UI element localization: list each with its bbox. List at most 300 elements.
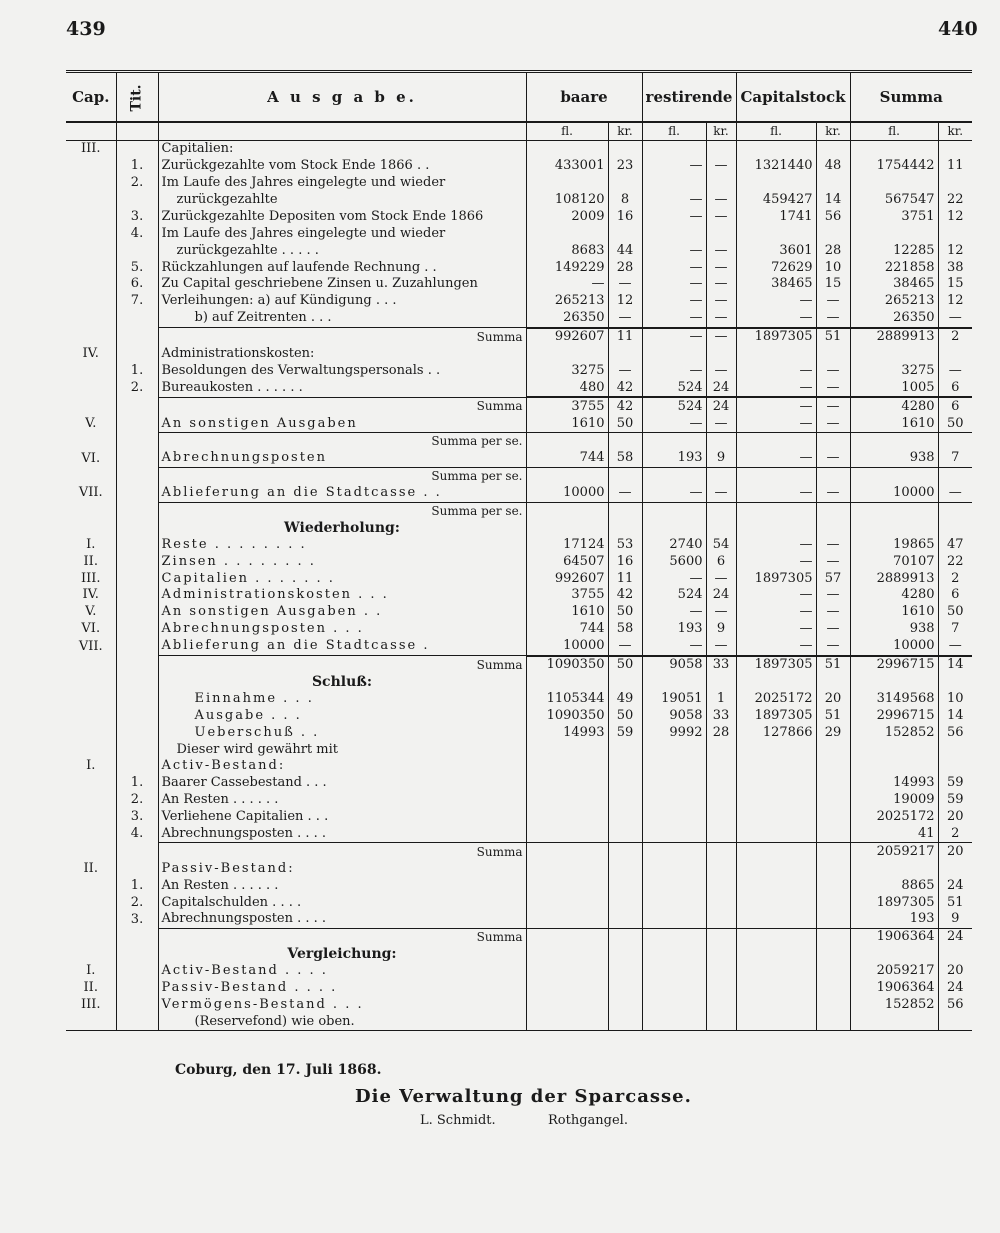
table-row [66, 741, 972, 758]
baare-kr-cell [608, 502, 642, 519]
tit-cell [116, 346, 158, 363]
capitalstock-fl-cell: 2025172 [736, 690, 816, 707]
capitalstock-fl-cell [736, 860, 816, 877]
unit-kr: kr. [608, 122, 642, 140]
description-cell: Summa per se. [158, 502, 526, 519]
description-cell: Besoldungen des Verwaltungspersonals . . [158, 362, 526, 379]
summa-fl-cell: 14993 [850, 775, 938, 792]
cap-cell: II. [83, 860, 98, 876]
tit-cell [116, 242, 158, 259]
capitalstock-fl-cell: 459427 [736, 192, 816, 209]
description-cell: b) auf Zeitrenten . . . [158, 310, 526, 328]
capitalstock-kr-cell [816, 826, 850, 843]
baare-kr-cell [608, 140, 642, 157]
header-ausgabe: A u s g a b e. [158, 72, 526, 123]
baare-kr-cell: — [608, 276, 642, 293]
restirende-fl-cell [642, 946, 706, 963]
restirende-fl-cell: — [642, 362, 706, 379]
summa-kr-cell: 14 [938, 656, 972, 674]
summa-fl-cell: 152852 [850, 724, 938, 741]
restirende-fl-cell [642, 775, 706, 792]
summa-fl-cell: 2025172 [850, 809, 938, 826]
tit-cell [116, 502, 158, 519]
summa-kr-cell: 56 [938, 724, 972, 741]
baare-kr-cell: 42 [608, 397, 642, 415]
baare-fl-cell: 480 [526, 379, 608, 397]
restirende-fl-cell: 524 [642, 587, 706, 604]
table-row [66, 397, 972, 415]
summa-fl-cell: 4280 [850, 397, 938, 415]
baare-fl-cell [526, 674, 608, 691]
cap-cell [66, 826, 116, 843]
table-row [66, 379, 972, 397]
restirende-kr-cell [706, 140, 736, 157]
restirende-kr-cell: 9 [706, 450, 736, 467]
header-tit-label: Tit. [128, 83, 145, 112]
table-row [66, 259, 972, 276]
table-row [66, 536, 972, 553]
summa-kr-cell: 7 [938, 450, 972, 467]
capitalstock-fl-cell [736, 140, 816, 157]
tit-cell [116, 1013, 158, 1030]
table-row [66, 328, 972, 346]
restirende-kr-cell: 28 [706, 724, 736, 741]
capitalstock-fl-cell [736, 467, 816, 484]
summa-kr-cell: 6 [938, 379, 972, 397]
summa-kr-cell: — [938, 485, 972, 502]
capitalstock-fl-cell: 38465 [736, 276, 816, 293]
restirende-fl-cell [642, 792, 706, 809]
summa-fl-cell: 26350 [850, 310, 938, 328]
baare-fl-cell [526, 467, 608, 484]
place-date: Coburg, den 17. Juli 1868. [175, 1062, 382, 1078]
tit-cell [116, 140, 158, 157]
table-row [66, 310, 972, 328]
restirende-kr-cell [706, 433, 736, 450]
description-cell: Rückzahlungen auf laufende Rechnung . . [158, 259, 526, 276]
capitalstock-fl-cell [736, 963, 816, 980]
summa-fl-cell: 1610 [850, 604, 938, 621]
summa-kr-cell: 56 [938, 996, 972, 1013]
capitalstock-fl-cell: 1897305 [736, 570, 816, 587]
restirende-fl-cell: — [642, 158, 706, 175]
baare-kr-cell: — [608, 310, 642, 328]
unit-kr: kr. [938, 122, 972, 140]
table-row [66, 140, 972, 157]
cap-cell: II. [83, 553, 98, 569]
description-cell: Zurückgezahlte Depositen vom Stock Ende 1866 [158, 208, 526, 225]
baare-kr-cell: 50 [608, 604, 642, 621]
restirende-kr-cell: 24 [706, 587, 736, 604]
capitalstock-fl-cell: — [736, 638, 816, 656]
table-row [66, 656, 972, 674]
capitalstock-fl-cell [736, 519, 816, 536]
summa-kr-cell: 51 [938, 894, 972, 911]
baare-kr-cell: 59 [608, 724, 642, 741]
restirende-kr-cell [706, 860, 736, 877]
restirende-kr-cell [706, 894, 736, 911]
cap-cell [66, 433, 116, 450]
restirende-fl-cell [642, 433, 706, 450]
description-cell: Summa [158, 397, 526, 415]
restirende-fl-cell: — [642, 293, 706, 310]
summa-fl-cell: 3751 [850, 208, 938, 225]
table-row [66, 707, 972, 724]
summa-kr-cell [938, 140, 972, 157]
description-cell: An sonstigen Ausgaben . . [158, 604, 526, 621]
cap-cell [66, 328, 116, 346]
description-cell: An Resten . . . . . . [158, 792, 526, 809]
description-cell: Ueberschuß . . [158, 724, 526, 741]
summa-kr-cell: 20 [938, 963, 972, 980]
restirende-kr-cell [706, 775, 736, 792]
summa-kr-cell [938, 467, 972, 484]
summa-fl-cell [850, 346, 938, 363]
tit-cell: 1. [116, 877, 158, 894]
description-cell: Bureaukosten . . . . . . [158, 379, 526, 397]
summa-kr-cell [938, 674, 972, 691]
cap-cell [66, 1013, 116, 1030]
description-cell: Reste . . . . . . . . [158, 536, 526, 553]
table-row [66, 911, 972, 928]
table-row [66, 175, 972, 192]
summa-kr-cell [938, 946, 972, 963]
capitalstock-fl-cell: — [736, 604, 816, 621]
summa-fl-cell: 10000 [850, 638, 938, 656]
baare-fl-cell: 10000 [526, 485, 608, 502]
cap-cell [66, 175, 116, 192]
baare-fl-cell: 992607 [526, 328, 608, 346]
capitalstock-kr-cell [816, 946, 850, 963]
summa-kr-cell: 12 [938, 242, 972, 259]
restirende-kr-cell [706, 175, 736, 192]
summa-fl-cell: 221858 [850, 259, 938, 276]
capitalstock-fl-cell [736, 346, 816, 363]
restirende-kr-cell [706, 758, 736, 775]
tit-cell [116, 415, 158, 432]
tit-cell: 3. [116, 911, 158, 928]
baare-kr-cell: 50 [608, 656, 642, 674]
header-cap: Cap. [66, 72, 116, 123]
table-row [66, 980, 972, 997]
restirende-kr-cell: — [706, 570, 736, 587]
baare-fl-cell: 3755 [526, 587, 608, 604]
baare-fl-cell [526, 741, 608, 758]
restirende-fl-cell: — [642, 485, 706, 502]
restirende-kr-cell [706, 963, 736, 980]
capitalstock-fl-cell [736, 826, 816, 843]
summa-fl-cell [850, 519, 938, 536]
description-cell: An Resten . . . . . . [158, 877, 526, 894]
restirende-fl-cell: — [642, 328, 706, 346]
capitalstock-kr-cell: — [816, 604, 850, 621]
baare-fl-cell [526, 775, 608, 792]
description-cell: Passiv-Bestand . . . . [158, 980, 526, 997]
cap-cell: III. [80, 996, 101, 1012]
cap-cell [66, 502, 116, 519]
unit-kr: kr. [706, 122, 736, 140]
capitalstock-fl-cell [736, 175, 816, 192]
baare-fl-cell: 1090350 [526, 707, 608, 724]
cap-cell: IV. [82, 346, 99, 362]
capitalstock-kr-cell: — [816, 621, 850, 638]
restirende-fl-cell [642, 911, 706, 928]
summa-fl-cell: 2059217 [850, 963, 938, 980]
tit-cell [116, 310, 158, 328]
summa-fl-cell: 1906364 [850, 928, 938, 945]
capitalstock-kr-cell: — [816, 415, 850, 432]
baare-kr-cell: 16 [608, 208, 642, 225]
baare-fl-cell: 64507 [526, 553, 608, 570]
restirende-fl-cell [642, 140, 706, 157]
capitalstock-fl-cell [736, 980, 816, 997]
restirende-kr-cell: 6 [706, 553, 736, 570]
restirende-kr-cell: — [706, 293, 736, 310]
tit-cell: 7. [116, 293, 158, 310]
summa-fl-cell: 3149568 [850, 690, 938, 707]
tit-cell: 1. [116, 362, 158, 379]
summa-kr-cell: 12 [938, 208, 972, 225]
cap-cell [66, 775, 116, 792]
description-cell: (Reservefond) wie oben. [158, 1013, 526, 1030]
restirende-fl-cell: — [642, 415, 706, 432]
restirende-fl-cell: 5600 [642, 553, 706, 570]
tit-cell [116, 450, 158, 467]
summa-kr-cell: 38 [938, 259, 972, 276]
baare-fl-cell: 744 [526, 621, 608, 638]
unit-fl: fl. [736, 122, 816, 140]
capitalstock-kr-cell [816, 792, 850, 809]
restirende-fl-cell: — [642, 310, 706, 328]
capitalstock-kr-cell: — [816, 553, 850, 570]
description-cell: Verleihungen: a) auf Kündigung . . . [158, 293, 526, 310]
cap-cell: V. [85, 415, 97, 431]
table-row [66, 621, 972, 638]
restirende-kr-cell: — [706, 276, 736, 293]
baare-kr-cell [608, 860, 642, 877]
cap-cell [66, 792, 116, 809]
restirende-kr-cell [706, 877, 736, 894]
summa-kr-cell: 6 [938, 397, 972, 415]
summa-fl-cell [850, 433, 938, 450]
capitalstock-kr-cell [816, 894, 850, 911]
capitalstock-kr-cell [816, 996, 850, 1013]
baare-fl-cell: 14993 [526, 724, 608, 741]
units-blank-cap [66, 122, 116, 140]
baare-kr-cell: — [608, 362, 642, 379]
tit-cell [116, 860, 158, 877]
description-cell: Wiederholung: [158, 519, 526, 536]
restirende-fl-cell: 193 [642, 450, 706, 467]
summa-kr-cell: 2 [938, 328, 972, 346]
table-row [66, 894, 972, 911]
capitalstock-fl-cell: — [736, 362, 816, 379]
description-cell: Capitalien . . . . . . . [158, 570, 526, 587]
tit-cell: 1. [116, 775, 158, 792]
summa-fl-cell: 2059217 [850, 843, 938, 860]
summa-fl-cell: 3275 [850, 362, 938, 379]
table-row [66, 192, 972, 209]
tit-cell: 2. [116, 175, 158, 192]
description-cell: Im Laufe des Jahres eingelegte und wieder [158, 175, 526, 192]
capitalstock-kr-cell [816, 980, 850, 997]
table-row [66, 450, 972, 467]
description-cell: Verliehene Capitalien . . . [158, 809, 526, 826]
summa-fl-cell: 4280 [850, 587, 938, 604]
cap-cell: III. [80, 141, 101, 157]
table-row [66, 467, 972, 484]
summa-fl-cell: 265213 [850, 293, 938, 310]
restirende-fl-cell [642, 928, 706, 945]
ausgabe-ledger-table [66, 70, 972, 1031]
restirende-kr-cell: 1 [706, 690, 736, 707]
summa-fl-cell: 938 [850, 450, 938, 467]
restirende-fl-cell [642, 674, 706, 691]
baare-kr-cell [608, 775, 642, 792]
baare-fl-cell [526, 826, 608, 843]
capitalstock-kr-cell: 56 [816, 208, 850, 225]
capitalstock-fl-cell: 127866 [736, 724, 816, 741]
tit-cell [116, 843, 158, 860]
summa-kr-cell [938, 502, 972, 519]
header-restirende: restirende [642, 72, 736, 123]
cap-cell [66, 259, 116, 276]
cap-cell [66, 724, 116, 741]
baare-kr-cell [608, 843, 642, 860]
capitalstock-fl-cell [736, 1013, 816, 1030]
capitalstock-fl-cell [736, 928, 816, 945]
cap-cell [66, 656, 116, 674]
units-blank-desc [158, 122, 526, 140]
restirende-fl-cell: 9058 [642, 707, 706, 724]
restirende-fl-cell [642, 809, 706, 826]
capitalstock-kr-cell [816, 175, 850, 192]
capitalstock-fl-cell: 1897305 [736, 656, 816, 674]
restirende-fl-cell: 524 [642, 379, 706, 397]
baare-kr-cell [608, 758, 642, 775]
description-cell: Dieser wird gewährt mit [158, 741, 526, 758]
restirende-kr-cell: 33 [706, 656, 736, 674]
cap-cell [66, 894, 116, 911]
capitalstock-kr-cell: 14 [816, 192, 850, 209]
right-page-number: 440 [938, 18, 978, 40]
table-row [66, 362, 972, 379]
capitalstock-kr-cell: — [816, 310, 850, 328]
description-cell: Zurückgezahlte vom Stock Ende 1866 . . [158, 158, 526, 175]
description-cell: Summa [158, 843, 526, 860]
baare-kr-cell [608, 1013, 642, 1030]
restirende-kr-cell [706, 980, 736, 997]
cap-cell [66, 707, 116, 724]
tit-cell [116, 328, 158, 346]
baare-fl-cell: 26350 [526, 310, 608, 328]
cap-cell [66, 192, 116, 209]
summa-kr-cell [938, 758, 972, 775]
cap-cell: VI. [81, 450, 101, 466]
restirende-kr-cell: 24 [706, 397, 736, 415]
summa-kr-cell: 12 [938, 293, 972, 310]
baare-fl-cell: 992607 [526, 570, 608, 587]
summa-fl-cell [850, 1013, 938, 1030]
baare-fl-cell [526, 996, 608, 1013]
summa-fl-cell [850, 467, 938, 484]
summa-fl-cell: 2996715 [850, 707, 938, 724]
description-cell: Einnahme . . . [158, 690, 526, 707]
summa-kr-cell: 24 [938, 877, 972, 894]
table-row [66, 809, 972, 826]
restirende-kr-cell: — [706, 192, 736, 209]
description-cell: Summa per se. [158, 467, 526, 484]
description-cell: Ausgabe . . . [158, 707, 526, 724]
restirende-fl-cell: 19051 [642, 690, 706, 707]
tit-cell [116, 980, 158, 997]
tit-cell [116, 519, 158, 536]
restirende-fl-cell: — [642, 259, 706, 276]
baare-fl-cell [526, 433, 608, 450]
table-row [66, 690, 972, 707]
table-row [66, 208, 972, 225]
description-cell: Passiv-Bestand: [158, 860, 526, 877]
summa-kr-cell: 7 [938, 621, 972, 638]
cap-cell: I. [86, 536, 96, 552]
table-row [66, 674, 972, 691]
baare-fl-cell: 3755 [526, 397, 608, 415]
organization-signature: Die Verwaltung der Sparcasse. [355, 1086, 692, 1107]
summa-fl-cell: 8865 [850, 877, 938, 894]
tit-cell [116, 656, 158, 674]
summa-kr-cell: 9 [938, 911, 972, 928]
summa-kr-cell: 10 [938, 690, 972, 707]
capitalstock-kr-cell: 28 [816, 242, 850, 259]
baare-fl-cell: 1610 [526, 604, 608, 621]
summa-kr-cell: 59 [938, 792, 972, 809]
restirende-fl-cell: — [642, 192, 706, 209]
baare-kr-cell [608, 911, 642, 928]
capitalstock-fl-cell: — [736, 310, 816, 328]
cap-cell: V. [85, 604, 97, 620]
description-cell: Summa [158, 928, 526, 945]
tit-cell [116, 536, 158, 553]
baare-kr-cell: 58 [608, 450, 642, 467]
capitalstock-kr-cell: 51 [816, 328, 850, 346]
summa-fl-cell: 2889913 [850, 328, 938, 346]
summa-fl-cell: 1005 [850, 379, 938, 397]
restirende-kr-cell [706, 502, 736, 519]
summa-fl-cell [850, 741, 938, 758]
capitalstock-kr-cell [816, 758, 850, 775]
table-row [66, 242, 972, 259]
restirende-kr-cell [706, 911, 736, 928]
restirende-fl-cell [642, 860, 706, 877]
baare-fl-cell [526, 502, 608, 519]
table-row [66, 928, 972, 945]
summa-kr-cell [938, 175, 972, 192]
table-row [66, 604, 972, 621]
tit-cell [116, 570, 158, 587]
cap-cell [66, 362, 116, 379]
restirende-fl-cell [642, 963, 706, 980]
summa-fl-cell: 10000 [850, 485, 938, 502]
description-cell: zurückgezahlte [158, 192, 526, 209]
baare-kr-cell [608, 225, 642, 242]
description-cell: Capitalschulden . . . . [158, 894, 526, 911]
summa-fl-cell [850, 175, 938, 192]
restirende-fl-cell [642, 877, 706, 894]
unit-fl: fl. [526, 122, 608, 140]
cap-cell: VII. [78, 638, 103, 654]
description-cell: Summa per se. [158, 433, 526, 450]
capitalstock-fl-cell: — [736, 587, 816, 604]
